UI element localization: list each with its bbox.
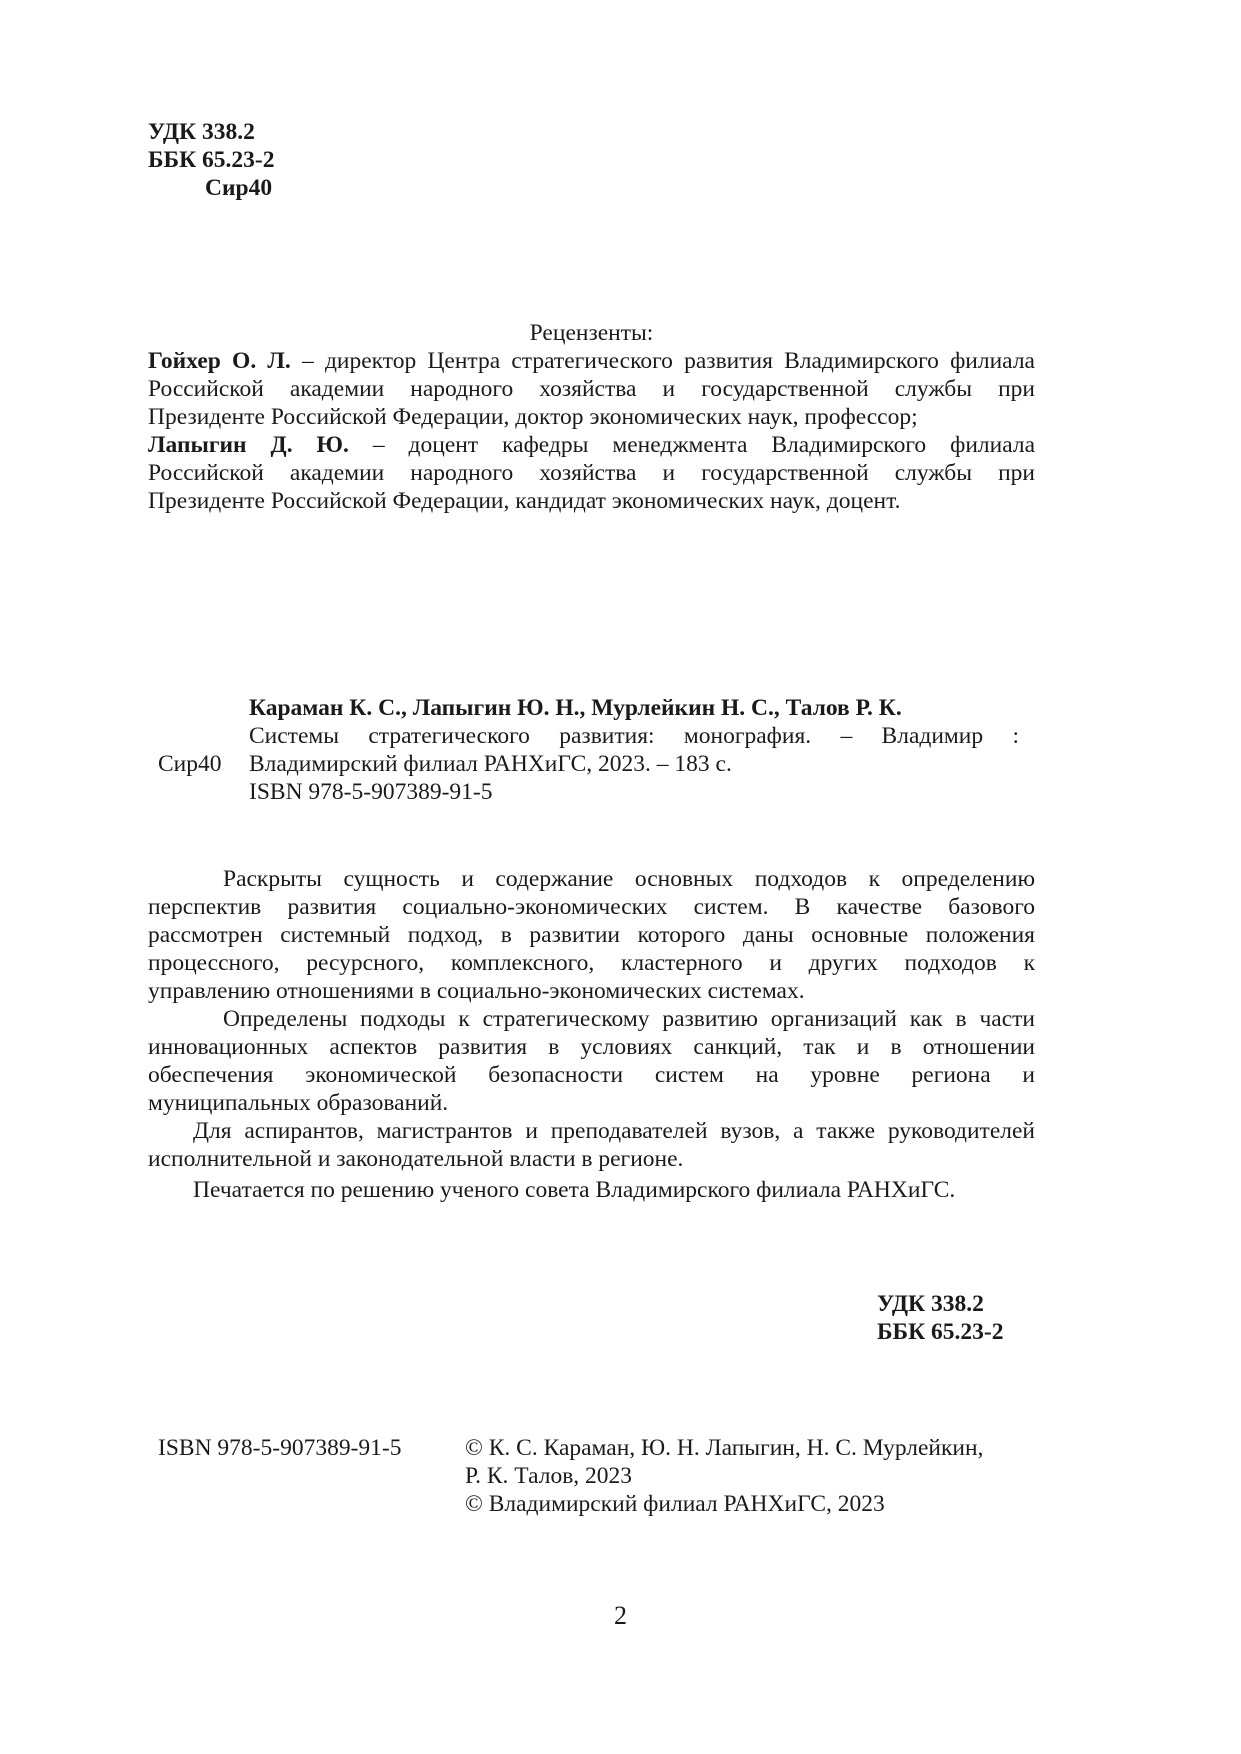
abstract-p2-line-1: Определены подходы к стратегическому развитию организаций как в части (223, 1006, 1035, 1032)
reviewers-title: Рецензенты: (529, 320, 654, 346)
abstract-p1-line-3: рассмотрен системный подход, в развитии которого даны основные положения (148, 922, 1035, 948)
bib-isbn: ISBN 978-5-907389-91-5 (249, 779, 493, 805)
reviewer-2-line-1: Лапыгин Д. Ю. – доцент кафедры менеджмента Владимирского филиала (148, 432, 1036, 458)
reviewer-2-line-2: Российской академии народного хозяйства и государственной службы при (148, 460, 1035, 486)
header-udk: УДК 338.2 (148, 119, 255, 145)
bib-authors: Караман К. С., Лапыгин Ю. Н., Мурлейкин Н. С., Талов Р. К. (249, 695, 902, 721)
bib-publisher-line: Владимирский филиал РАНХиГС, 2023. – 183 с. (249, 751, 732, 777)
header-bbk: ББК 65.23-2 (148, 147, 275, 173)
reviewer-1-line-2: Российской академии народного хозяйства и государственной службы при (148, 376, 1035, 402)
copyright-authors-line-1: © К. С. Караман, Ю. Н. Лапыгин, Н. С. Мурлейкин, (465, 1435, 984, 1461)
copyright-publisher: © Владимирский филиал РАНХиГС, 2023 (465, 1491, 885, 1517)
abstract-p3-line-1: Для аспирантов, магистрантов и преподавателей вузов, а также руководителей (193, 1118, 1035, 1144)
abstract-p2-line-3: обеспечения экономической безопасности систем на уровне региона и (148, 1062, 1035, 1088)
copyright-authors-line-2: Р. К. Талов, 2023 (465, 1463, 633, 1489)
classification-udk: УДК 338.2 (877, 1291, 984, 1317)
abstract-p1-line-1: Раскрыты сущность и содержание основных подходов к определению (223, 866, 1035, 892)
bib-author-mark: Сир40 (158, 751, 222, 777)
reviewer-2-line-3: Президенте Российской Федерации, кандидат экономических наук, доцент. (148, 488, 901, 514)
page-number: 2 (614, 1601, 627, 1630)
reviewer-1-line-3: Президенте Российской Федерации, доктор экономических наук, профессор; (148, 404, 918, 430)
abstract-p2-line-4: муниципальных образований. (148, 1090, 449, 1116)
abstract-p4-line-1: Печатается по решению ученого совета Владимирского филиала РАНХиГС. (193, 1177, 956, 1203)
abstract-p1-line-5: управлению отношениями в социально-экономических системах. (148, 978, 805, 1004)
reviewer-1-line-1: Гойхер О. Л. – директор Центра стратегического развития Владимирского филиала (148, 348, 1035, 374)
abstract-p2-line-2: инновационных аспектов развития в условиях санкций, так и в отношении (148, 1034, 1035, 1060)
abstract-p1-line-4: процессного, ресурсного, комплексного, кластерного и других подходов к (148, 950, 1035, 976)
classification-bbk: ББК 65.23-2 (877, 1319, 1004, 1345)
bib-title-line: Системы стратегического развития: монография. – Владимир : (249, 723, 1019, 749)
abstract-p1-line-2: перспектив развития социально-экономических систем. В качестве базового (148, 894, 1035, 920)
copyright-isbn: ISBN 978-5-907389-91-5 (158, 1435, 402, 1461)
reviewer-1-name: Гойхер О. Л. (148, 348, 291, 374)
reviewer-2-name: Лапыгин Д. Ю. (148, 432, 349, 458)
header-author-mark: Сир40 (205, 175, 273, 201)
abstract-p3-line-2: исполнительной и законодательной власти в регионе. (148, 1146, 684, 1172)
